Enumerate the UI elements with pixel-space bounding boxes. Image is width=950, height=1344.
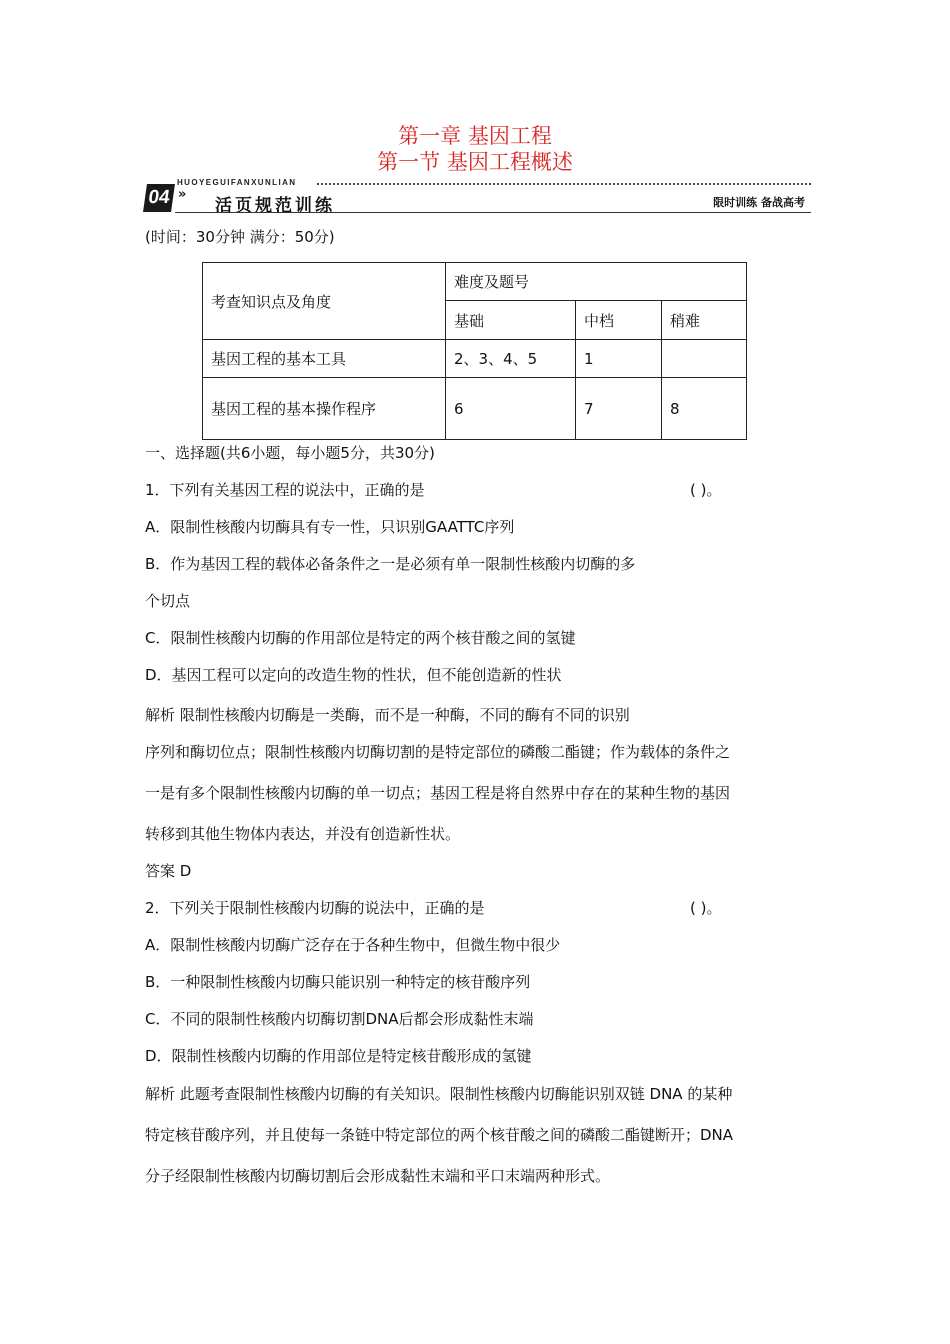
table-cell-basic: 6 [446,378,576,440]
q1-analysis-line: 转移到其他生物体内表达，并没有创造新性状。 [145,825,461,843]
banner-tagline: 限时训练 备战高考 [713,196,805,209]
q1-analysis-line: 一是有多个限制性核酸内切酶的单一切点；基因工程是将自然界中存在的某种生物的基因 [145,784,731,802]
table-cell-medium: 7 [576,378,662,440]
q2-analysis-line: 特定核苷酸序列，并且使每一条链中特定部位的两个核苷酸之间的磷酸二酯键断开；DNA [145,1126,734,1144]
double-arrow-icon: » [178,187,187,202]
section-heading: 一、选择题(共6小题，每小题5分，共30分) [145,444,435,462]
q1-option-b-cont: 个切点 [145,592,191,610]
practice-banner [145,178,811,216]
q2-stem: 2．下列关于限制性核酸内切酶的说法中，正确的是 [145,899,485,917]
q2-option-a: A．限制性核酸内切酶广泛存在于各种生物中，但微生物中很少 [145,936,561,954]
knowledge-table [202,262,747,440]
time-score-line: (时间：30分钟 满分：50分) [145,228,335,246]
banner-pinyin: HUOYEGUIFANXUNLIAN [177,178,297,187]
q1-answer: 答案 D [145,862,192,880]
q2-option-b: B．一种限制性核酸内切酶只能识别一种特定的核苷酸序列 [145,973,531,991]
q1-answer-blank: ( )。 [690,481,722,499]
banner-title: 活页规范训练 [215,196,335,216]
q2-answer-blank: ( )。 [690,899,722,917]
q1-analysis-line: 序列和酶切位点；限制性核酸内切酶切割的是特定部位的磷酸二酯键；作为载体的条件之 [145,743,731,761]
table-row [203,340,747,378]
q2-analysis-line: 分子经限制性核酸内切酶切割后会形成黏性末端和平口末端两种形式。 [145,1167,611,1185]
table-cell-hard: 8 [662,378,747,440]
table-cell-hard [662,340,747,378]
q1-option-b: B．作为基因工程的载体必备条件之一是必须有单一限制性核酸内切酶的多 [145,555,636,573]
banner-dotted-rule [317,183,811,185]
table-cell-topic: 基因工程的基本操作程序 [203,378,446,440]
q1-option-d: D．基因工程可以定向的改造生物的性状，但不能创造新的性状 [145,666,562,684]
q2-analysis-line: 解析 此题考查限制性核酸内切酶的有关知识。限制性核酸内切酶能识别双链 DNA 的某种 [145,1085,733,1103]
table-level-medium: 中档 [576,301,662,340]
table-row [203,378,747,440]
table-cell-medium: 1 [576,340,662,378]
q2-option-d: D．限制性核酸内切酶的作用部位是特定核苷酸形成的氢键 [145,1047,532,1065]
table-level-basic: 基础 [446,301,576,340]
q1-option-c: C．限制性核酸内切酶的作用部位是特定的两个核苷酸之间的氢键 [145,629,576,647]
table-topic-header: 考查知识点及角度 [203,263,446,340]
table-level-hard: 稍难 [662,301,747,340]
chapter-title: 第一章 基因工程 [398,124,552,148]
banner-divider [175,212,811,213]
table-cell-topic: 基因工程的基本工具 [203,340,446,378]
q1-option-a: A．限制性核酸内切酶具有专一性，只识别GAATTC序列 [145,518,515,536]
table-cell-basic: 2、3、4、5 [446,340,576,378]
q2-option-c: C．不同的限制性核酸内切酶切割DNA后都会形成黏性末端 [145,1010,534,1028]
banner-number-badge: 04 [143,184,175,212]
section-title: 第一节 基因工程概述 [377,150,573,174]
q1-analysis-line: 解析 限制性核酸内切酶是一类酶，而不是一种酶，不同的酶有不同的识别 [145,706,630,724]
q1-stem: 1．下列有关基因工程的说法中，正确的是 [145,481,425,499]
table-difficulty-header: 难度及题号 [446,263,747,301]
